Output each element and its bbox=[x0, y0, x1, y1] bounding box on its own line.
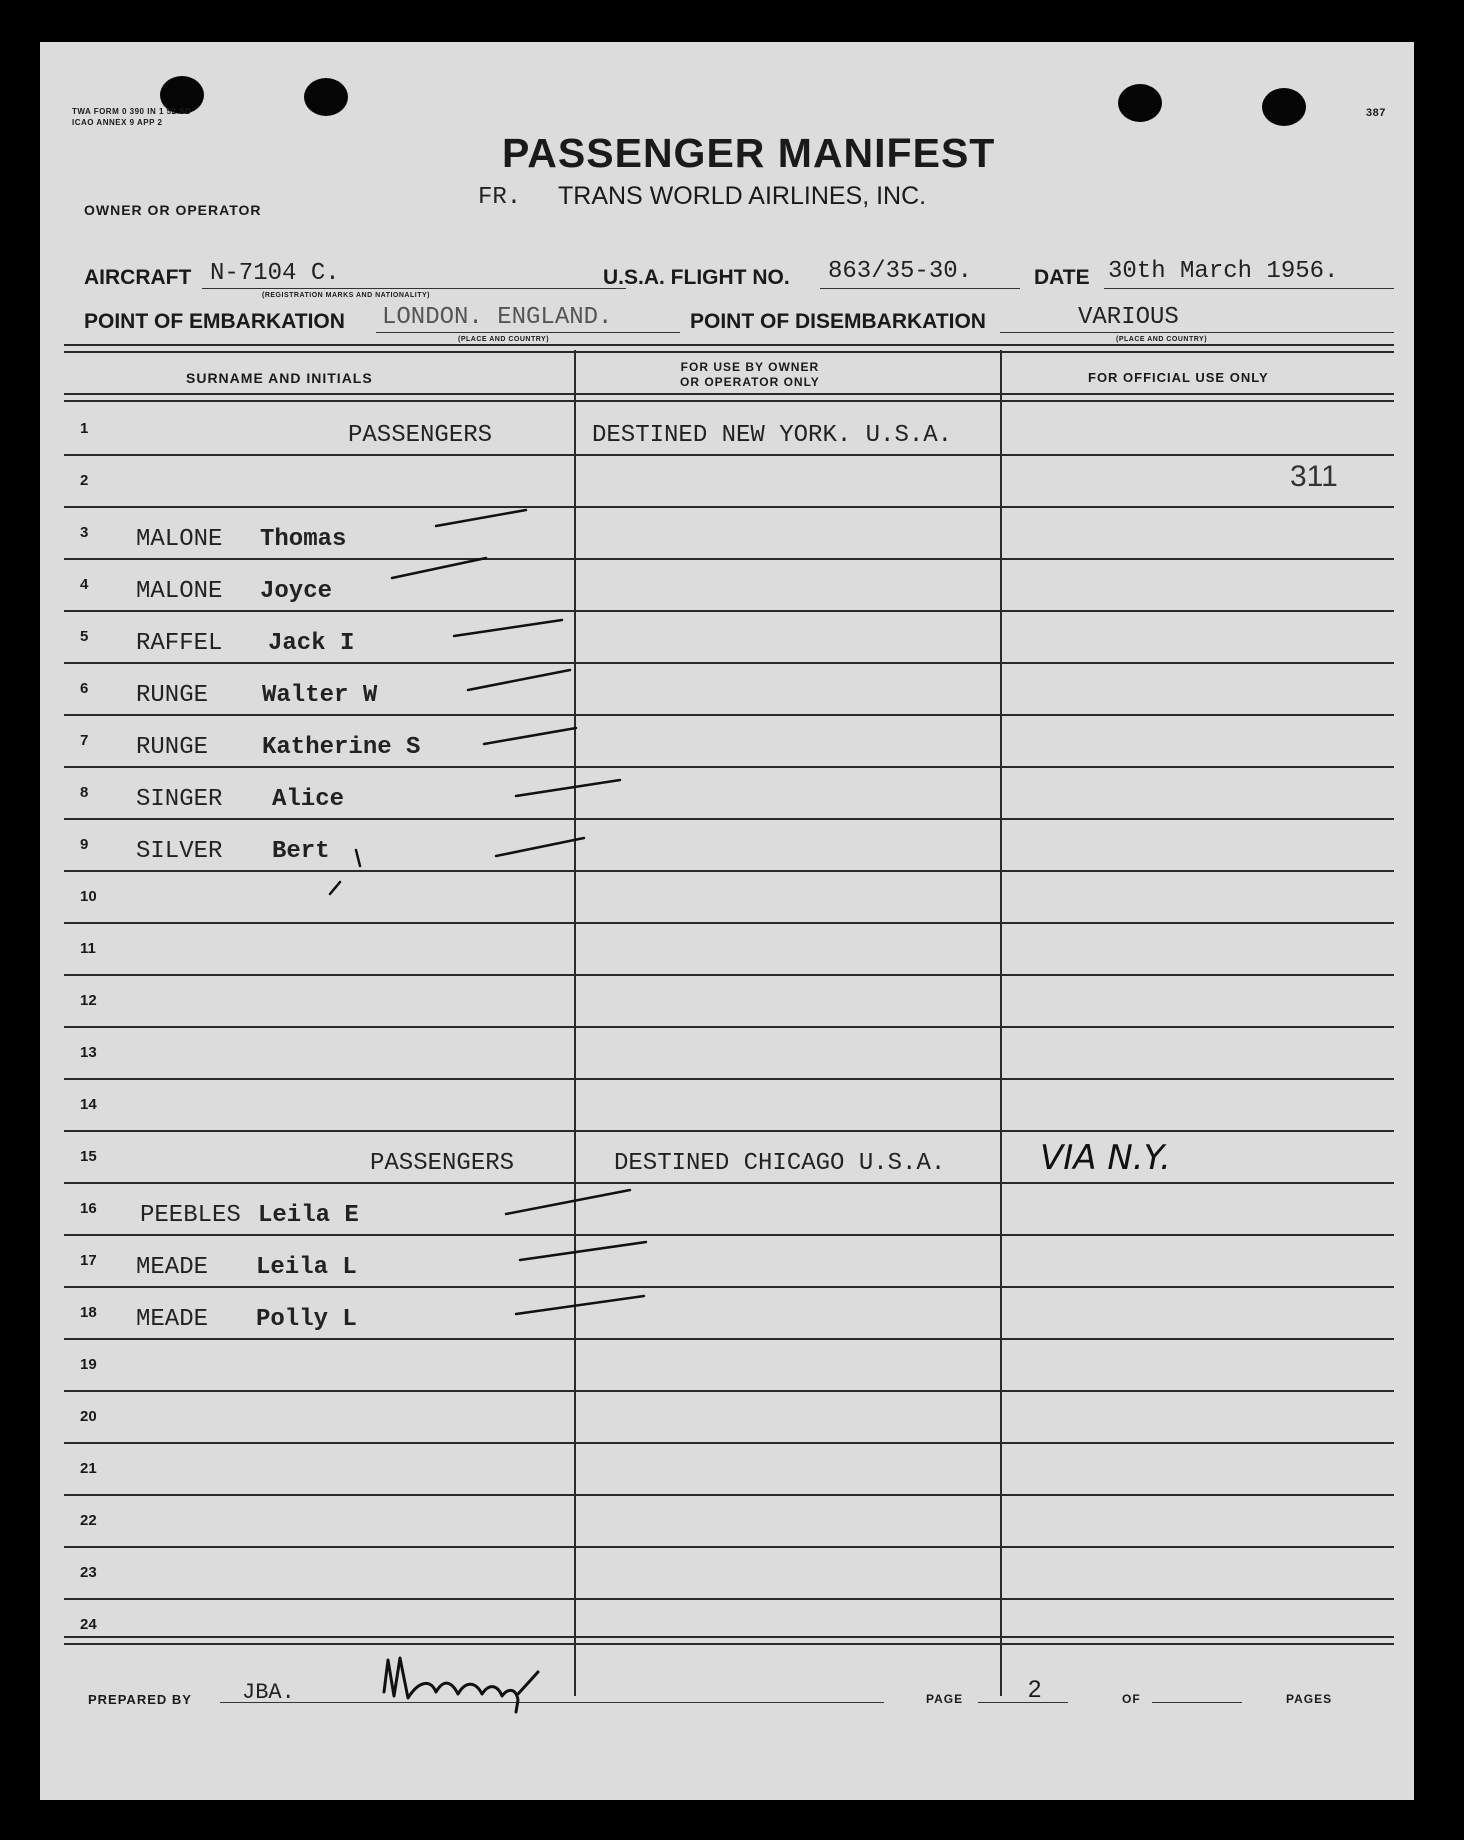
tick-mark bbox=[484, 728, 576, 744]
row-number: 22 bbox=[80, 1512, 97, 1529]
tick-mark bbox=[520, 1242, 646, 1260]
passenger-surname: PEEBLES bbox=[140, 1202, 241, 1229]
row-number: 18 bbox=[80, 1304, 97, 1321]
passenger-initials: Leila E bbox=[258, 1202, 359, 1229]
passenger-surname: RUNGE bbox=[136, 682, 209, 709]
row-number: 7 bbox=[80, 732, 89, 749]
disembarkation-value: VARIOUS bbox=[1078, 304, 1179, 331]
passenger-surname: MEADE bbox=[136, 1254, 209, 1281]
date-label: DATE bbox=[1034, 266, 1090, 289]
row-number: 14 bbox=[80, 1096, 97, 1113]
row-number: 5 bbox=[80, 628, 89, 645]
flight-no-value: 863/35-30. bbox=[828, 258, 973, 285]
row-number: 11 bbox=[80, 940, 96, 957]
operator-name: TRANS WORLD AIRLINES, INC. bbox=[558, 182, 927, 210]
row-number: 24 bbox=[80, 1616, 97, 1633]
row-number: 16 bbox=[80, 1200, 97, 1217]
page-title: PASSENGER MANIFEST bbox=[502, 130, 996, 176]
passenger-initials: Polly L bbox=[256, 1306, 357, 1333]
pages-label: PAGES bbox=[1286, 1692, 1333, 1706]
col-owner-header: FOR USE BY OWNER OR OPERATOR ONLY bbox=[680, 360, 820, 389]
row-number: 17 bbox=[80, 1252, 97, 1269]
group-1-destination: DESTINED NEW YORK. U.S.A. bbox=[592, 422, 953, 449]
passenger-surname: SILVER bbox=[136, 838, 223, 865]
operator-prefix: FR. bbox=[478, 184, 522, 211]
row-number: 9 bbox=[80, 836, 89, 853]
col-official-header: FOR OFFICIAL USE ONLY bbox=[1088, 370, 1269, 385]
passenger-initials: Jack I bbox=[268, 630, 355, 657]
passenger-initials: Bert bbox=[272, 838, 330, 865]
col-surname-header: SURNAME AND INITIALS bbox=[186, 370, 373, 386]
passenger-initials: Walter W bbox=[262, 682, 378, 709]
passenger-initials: Katherine S bbox=[262, 734, 421, 761]
manifest-page bbox=[40, 42, 1414, 1800]
tick-mark bbox=[454, 620, 562, 636]
tick-mark bbox=[516, 780, 620, 796]
embarkation-caption: (PLACE AND COUNTRY) bbox=[458, 336, 550, 343]
row-number: 3 bbox=[80, 524, 89, 541]
passenger-initials: Joyce bbox=[260, 578, 333, 605]
prepared-by-value: JBA. bbox=[242, 1680, 295, 1705]
tick-mark bbox=[392, 558, 486, 578]
form-code-line-2: ICAO ANNEX 9 APP 2 bbox=[72, 118, 163, 127]
tick-mark bbox=[506, 1190, 630, 1214]
page-number: 2 bbox=[1028, 1676, 1042, 1703]
row-number: 1 bbox=[80, 420, 89, 437]
owner-label: OWNER OR OPERATOR bbox=[84, 202, 262, 218]
sheet-number: 387 bbox=[1366, 107, 1386, 119]
of-label: OF bbox=[1122, 1692, 1141, 1706]
passenger-surname: MALONE bbox=[136, 578, 223, 605]
row-number: 8 bbox=[80, 784, 89, 801]
prepared-by-label: PREPARED BY bbox=[88, 1692, 192, 1707]
embarkation-value: LONDON. ENGLAND. bbox=[382, 304, 613, 331]
tick-mark bbox=[356, 850, 360, 866]
aircraft-label: AIRCRAFT bbox=[84, 266, 192, 289]
passenger-surname: RUNGE bbox=[136, 734, 209, 761]
tick-mark bbox=[516, 1296, 644, 1314]
signature bbox=[378, 1652, 598, 1718]
row-number: 6 bbox=[80, 680, 89, 697]
passenger-surname: SINGER bbox=[136, 786, 223, 813]
tick-marks bbox=[40, 42, 1414, 1800]
disembarkation-caption: (PLACE AND COUNTRY) bbox=[1116, 336, 1208, 343]
row-number: 2 bbox=[80, 472, 89, 489]
passenger-surname: MALONE bbox=[136, 526, 223, 553]
tick-mark bbox=[468, 670, 570, 690]
date-value: 30th March 1956. bbox=[1108, 258, 1339, 285]
aircraft-caption: (REGISTRATION MARKS AND NATIONALITY) bbox=[262, 292, 430, 299]
passenger-surname: MEADE bbox=[136, 1306, 209, 1333]
row-number: 4 bbox=[80, 576, 89, 593]
passenger-initials: Alice bbox=[272, 786, 345, 813]
official-count: 311 bbox=[1290, 460, 1338, 493]
passenger-initials: Leila L bbox=[256, 1254, 357, 1281]
page-label: PAGE bbox=[926, 1692, 964, 1706]
row-number: 19 bbox=[80, 1356, 97, 1373]
flight-no-label: U.S.A. FLIGHT NO. bbox=[603, 266, 790, 289]
tick-mark bbox=[330, 882, 340, 894]
tick-mark bbox=[436, 510, 526, 526]
row-number: 15 bbox=[80, 1148, 97, 1165]
row-number: 20 bbox=[80, 1408, 97, 1425]
row-number: 23 bbox=[80, 1564, 97, 1581]
row-number: 13 bbox=[80, 1044, 97, 1061]
aircraft-value: N-7104 C. bbox=[210, 260, 340, 287]
group-2-passengers: PASSENGERS bbox=[370, 1150, 515, 1177]
row-number: 21 bbox=[80, 1460, 97, 1477]
row-number: 12 bbox=[80, 992, 97, 1009]
row-number: 10 bbox=[80, 888, 97, 905]
tick-mark bbox=[496, 838, 584, 856]
group-2-destination: DESTINED CHICAGO U.S.A. bbox=[614, 1150, 946, 1177]
handwritten-note: VIA N.Y. bbox=[1040, 1138, 1171, 1178]
passenger-surname: RAFFEL bbox=[136, 630, 223, 657]
embarkation-label: POINT OF EMBARKATION bbox=[84, 310, 345, 333]
disembarkation-label: POINT OF DISEMBARKATION bbox=[690, 310, 986, 333]
group-1-passengers: PASSENGERS bbox=[348, 422, 493, 449]
passenger-initials: Thomas bbox=[260, 526, 347, 553]
form-code-line-1: TWA FORM 0 390 IN 1 52 SD bbox=[72, 107, 192, 116]
